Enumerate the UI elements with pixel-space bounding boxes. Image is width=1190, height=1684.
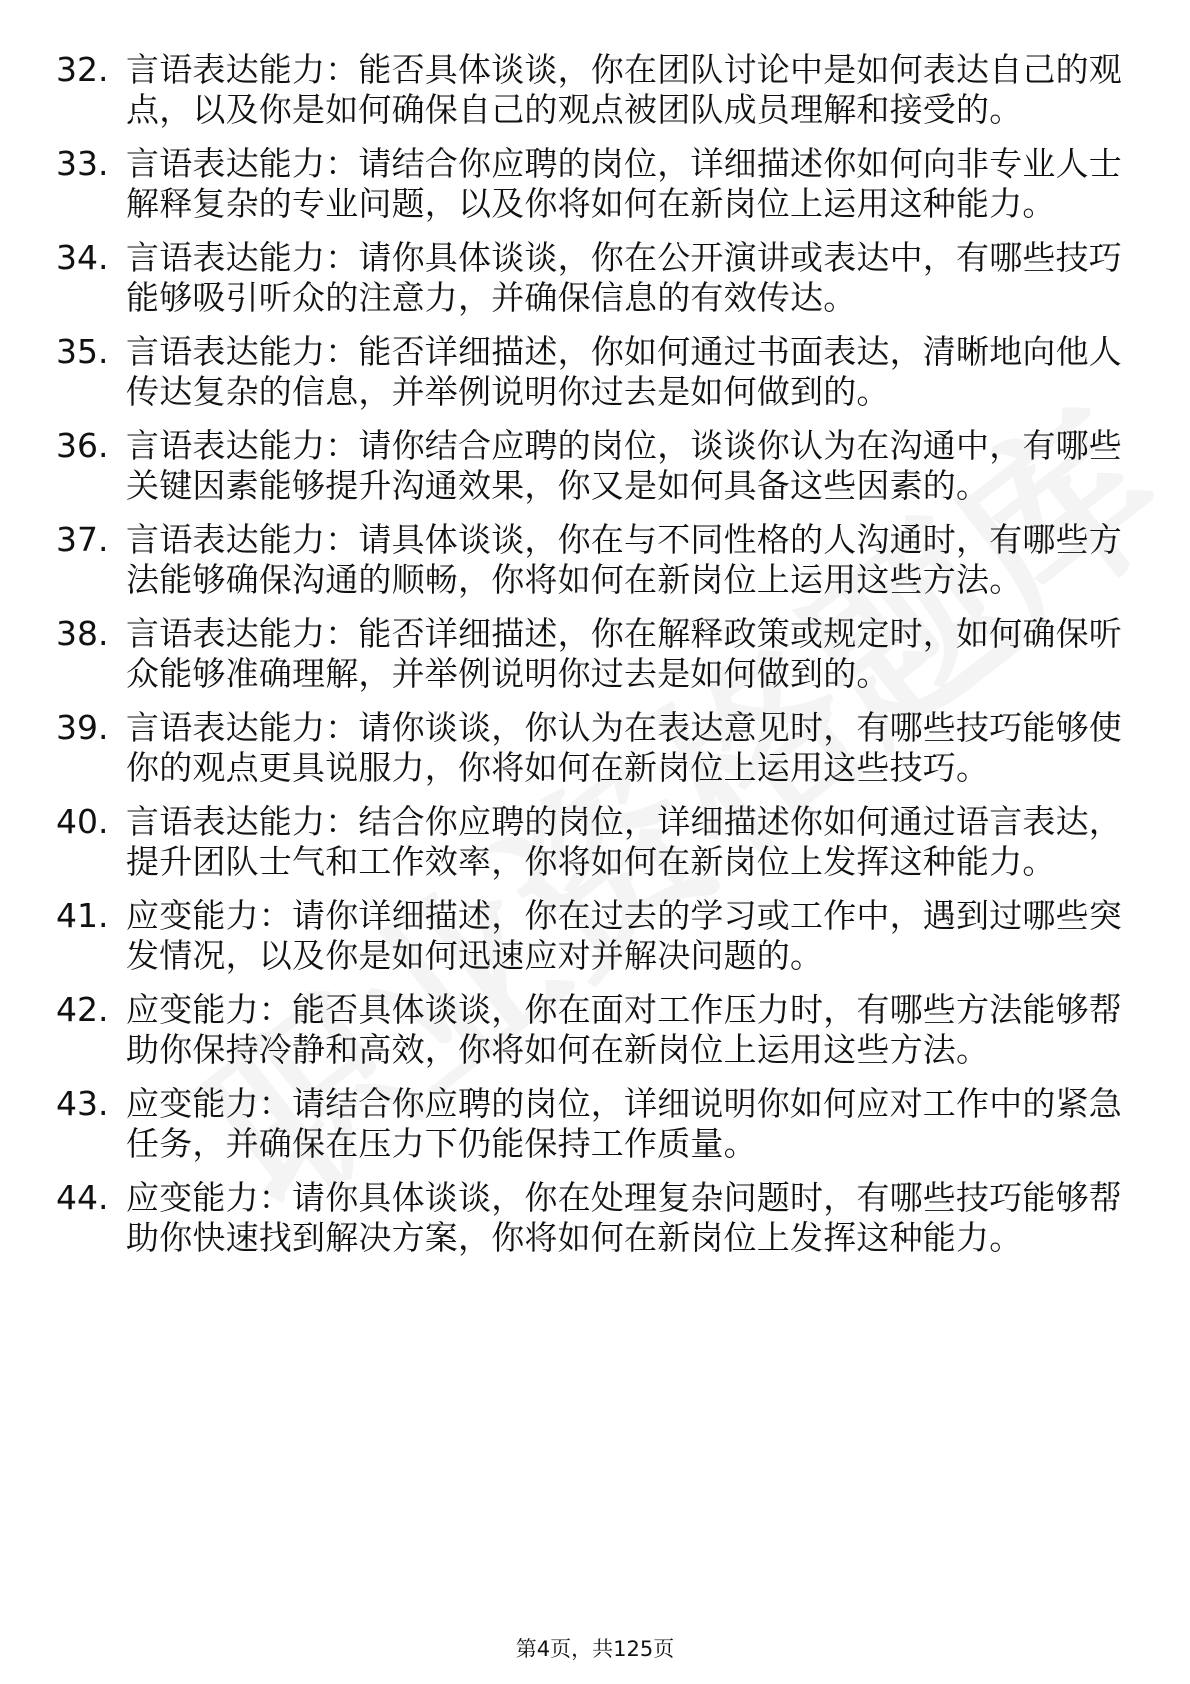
question-item [56, 802, 1126, 882]
question-text: 言语表达能力：能否详细描述，你在解释政策或规定时，如何确保听众能够准确理解，并举例说明你过去是如何做到的。 [126, 614, 1122, 693]
question-item [56, 332, 1126, 412]
page-number: 第4页，共125页 [515, 1637, 675, 1661]
question-list [56, 50, 1126, 1272]
question-text: 言语表达能力：能否详细描述，你如何通过书面表达，清晰地向他人传达复杂的信息，并举例说明你过去是如何做到的。 [126, 332, 1122, 411]
question-text: 言语表达能力：请具体谈谈，你在与不同性格的人沟通时，有哪些方法能够确保沟通的顺畅，你将如何在新岗位上运用这些方法。 [126, 520, 1122, 599]
question-number: 42. [56, 990, 109, 1029]
question-item [56, 1084, 1126, 1164]
question-number: 39. [56, 708, 109, 747]
question-number: 35. [56, 332, 109, 371]
question-number: 36. [56, 426, 109, 465]
question-number: 41. [56, 896, 109, 935]
question-item [56, 614, 1126, 694]
question-text: 应变能力：请你详细描述，你在过去的学习或工作中，遇到过哪些突发情况，以及你是如何迅速应对并解决问题的。 [126, 896, 1122, 975]
question-text: 言语表达能力：能否具体谈谈，你在团队讨论中是如何表达自己的观点，以及你是如何确保自己的观点被团队成员理解和接受的。 [126, 50, 1122, 129]
question-number: 38. [56, 614, 109, 653]
question-item [56, 990, 1126, 1070]
question-item [56, 238, 1126, 318]
question-item [56, 1178, 1126, 1258]
question-text: 言语表达能力：请你具体谈谈，你在公开演讲或表达中，有哪些技巧能够吸引听众的注意力，并确保信息的有效传达。 [126, 238, 1122, 317]
question-number: 32. [56, 50, 109, 89]
question-item [56, 896, 1126, 976]
question-number: 37. [56, 520, 109, 559]
question-item [56, 50, 1126, 130]
question-item [56, 520, 1126, 600]
question-text: 言语表达能力：请你结合应聘的岗位，谈谈你认为在沟通中，有哪些关键因素能够提升沟通效果，你又是如何具备这些因素的。 [126, 426, 1122, 505]
question-item [56, 144, 1126, 224]
question-number: 43. [56, 1084, 109, 1123]
question-number: 44. [56, 1178, 109, 1217]
question-text: 应变能力：能否具体谈谈，你在面对工作压力时，有哪些方法能够帮助你保持冷静和高效，你将如何在新岗位上运用这些方法。 [126, 990, 1122, 1069]
question-text: 应变能力：请结合你应聘的岗位，详细说明你如何应对工作中的紧急任务，并确保在压力下仍能保持工作质量。 [126, 1084, 1122, 1163]
question-text: 言语表达能力：结合你应聘的岗位，详细描述你如何通过语言表达，提升团队士气和工作效率，你将如何在新岗位上发挥这种能力。 [126, 802, 1122, 881]
question-number: 34. [56, 238, 109, 277]
question-item [56, 426, 1126, 506]
question-text: 言语表达能力：请结合你应聘的岗位，详细描述你如何向非专业人士解释复杂的专业问题，以及你将如何在新岗位上运用这种能力。 [126, 144, 1122, 223]
question-number: 33. [56, 144, 109, 183]
question-item [56, 708, 1126, 788]
question-text: 应变能力：请你具体谈谈，你在处理复杂问题时，有哪些技巧能够帮助你快速找到解决方案，你将如何在新岗位上发挥这种能力。 [126, 1178, 1122, 1257]
question-number: 40. [56, 802, 109, 841]
question-text: 言语表达能力：请你谈谈，你认为在表达意见时，有哪些技巧能够使你的观点更具说服力，你将如何在新岗位上运用这些技巧。 [126, 708, 1122, 787]
